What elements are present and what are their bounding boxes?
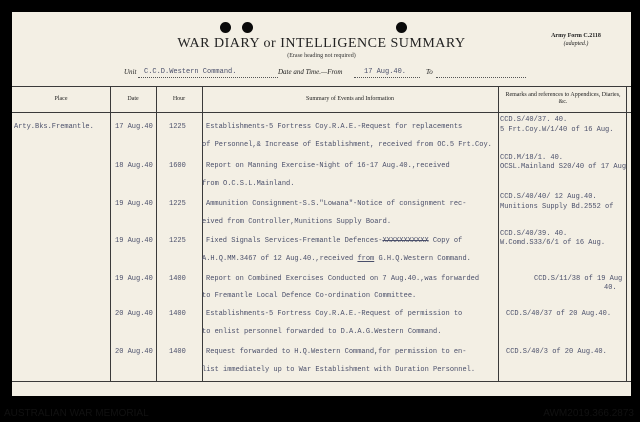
entry-2-summary-line-2: from O.C.S.L.Mainland. (202, 180, 295, 188)
entry-1-remarks-line-2: 5 Frt.Coy.W/1/40 of 16 Aug. (500, 126, 614, 134)
archive-credit: AUSTRALIAN WAR MEMORIAL (4, 408, 149, 419)
entry-3-date: 19 Aug.40 (115, 200, 153, 208)
rule-hour-summary (202, 86, 203, 382)
entry-1-remarks-line-1: CCD.S/40/37. 40. (500, 116, 568, 124)
entry-4-struck-text: XXXXXXXXXXX (382, 237, 429, 245)
entry-5-remarks-line-1: CCD.S/11/38 of 19 Aug (534, 275, 623, 283)
table-bottom-rule (12, 381, 631, 382)
entry-3-summary-line-1: Ammunition Consignment-S.S."Lowana"-Notice of consignment rec- (206, 200, 467, 208)
rule-date-hour (156, 86, 157, 382)
to-dotline (436, 77, 526, 78)
entry-4-summary-1c: Copy of (428, 237, 463, 245)
entry-4-remarks-line-1: CCD.S/40/39. 40. (500, 230, 568, 238)
entry-6-summary-line-1: Establishments-5 Fortress Coy.R.A.E.-Request of permission to (206, 310, 463, 318)
entry-4-date: 19 Aug.40 (115, 237, 153, 245)
page-subtitle: (Erase heading not required) (287, 53, 356, 59)
entry-2-summary-line-1: Report on Manning Exercise-Night of 16-17 Aug.40.,received (206, 162, 450, 170)
form-note: (adapted.) (563, 41, 589, 47)
unit-label: Unit (124, 68, 137, 76)
to-label: To (426, 68, 433, 76)
diary-table (12, 86, 631, 382)
entry-2-hour: 1600 (169, 162, 186, 170)
unit-date-line (12, 66, 631, 80)
page-title: WAR DIARY or INTELLIGENCE SUMMARY (177, 36, 466, 51)
entry-4-remarks-line-2: W.Comd.S33/6/1 of 16 Aug. (500, 239, 606, 247)
archive-accession-number: AWM2019.366.2873 (543, 408, 634, 419)
entry-4-hour: 1225 (169, 237, 186, 245)
entry-3-remarks-line-1: CCD.S/40/40/ 12 Aug.40. (500, 193, 597, 201)
entry-1-place: Arty.Bks.Fremantle. (14, 123, 94, 131)
entry-3-hour: 1225 (169, 200, 186, 208)
rule-summary-remarks (498, 86, 499, 382)
entry-6-summary-line-2: to enlist personnel forwarded to D.A.A.G.Western Command. (202, 328, 442, 336)
entry-6-remarks-line-1: CCD.S/40/37 of 20 Aug.40. (506, 310, 612, 318)
col-head-place: Place (54, 95, 68, 102)
from-value: 17 Aug.40. (364, 68, 407, 76)
col-head-remarks: Remarks and references to Appendices, Diaries, &c. (505, 92, 621, 105)
from-dotline (354, 77, 420, 78)
entry-1-date: 17 Aug.40 (115, 123, 153, 131)
entry-5-summary-line-1: Report on Combined Exercises Conducted on 7 Aug.40.,was forwarded (206, 275, 480, 283)
entry-3-remarks-line-2: Munitions Supply Bd.2552 of (500, 203, 614, 211)
rule-right-edge (626, 86, 627, 382)
col-head-date: Date (127, 95, 139, 102)
entry-6-date: 20 Aug.40 (115, 310, 153, 318)
entry-7-summary-line-1: Request forwarded to H.Q.Western Command,for permission to en- (206, 348, 467, 356)
entry-5-summary-line-2: to Fremantle Local Defence Co-ordination Committee. (202, 292, 417, 300)
entry-2-date: 18 Aug.40 (115, 162, 153, 170)
entry-4-summary-line-2 (202, 255, 471, 264)
entry-4-summary-line-1 (206, 237, 462, 246)
rule-place-date (110, 86, 111, 382)
punch-hole-right (396, 22, 407, 33)
entry-7-date: 20 Aug.40 (115, 348, 153, 356)
diary-sheet (12, 12, 631, 396)
entry-5-hour: 1400 (169, 275, 186, 283)
entry-7-summary-line-2: list immediately up to War Establishment with Duration Personnel. (202, 366, 476, 374)
entry-1-summary-line-1: Establishments-5 Fortress Coy.R.A.E.-Request for replacements (206, 123, 463, 131)
entry-1-summary-line-2: of Personnel,& Increase of Establishment, received from OC.5 Frt.Coy. (202, 141, 492, 149)
entry-3-summary-line-2: eived from Controller,Munitions Supply Board. (202, 218, 392, 226)
entry-2-remarks-line-1: CCD.M/18/1. 40. (500, 154, 564, 162)
unit-value: C.C.D.Western Command. (144, 68, 237, 76)
entry-4-summary-1a: Fixed Signals Services-Fremantle Defences- (206, 237, 383, 245)
punch-hole-left (220, 22, 231, 33)
entry-6-hour: 1400 (169, 310, 186, 318)
col-head-hour: Hour (172, 95, 186, 102)
unit-dotline (138, 77, 278, 78)
entry-5-remarks-line-2: 40. (604, 284, 617, 292)
header-bottom-rule (12, 112, 631, 113)
entry-7-hour: 1400 (169, 348, 186, 356)
entry-2-remarks-line-2: OCSL.Mainland S20/40 of 17 Aug (500, 163, 627, 171)
entry-4-underlined-from: from (357, 255, 375, 263)
datetime-label: Date and Time.—From (278, 68, 343, 76)
entry-4-summary-2a: A.H.Q.MM.3467 of 12 Aug.40.,received (202, 255, 358, 263)
col-head-summary: Summary of Events and Information (306, 95, 394, 102)
entry-7-remarks-line-1: CCD.S/40/3 of 20 Aug.40. (506, 348, 607, 356)
form-number: Army Form C.2118 (551, 33, 601, 39)
punch-hole-middle (242, 22, 253, 33)
entry-1-hour: 1225 (169, 123, 186, 131)
entry-5-date: 19 Aug.40 (115, 275, 153, 283)
entry-4-summary-2c: G.H.Q.Western Command. (374, 255, 471, 263)
